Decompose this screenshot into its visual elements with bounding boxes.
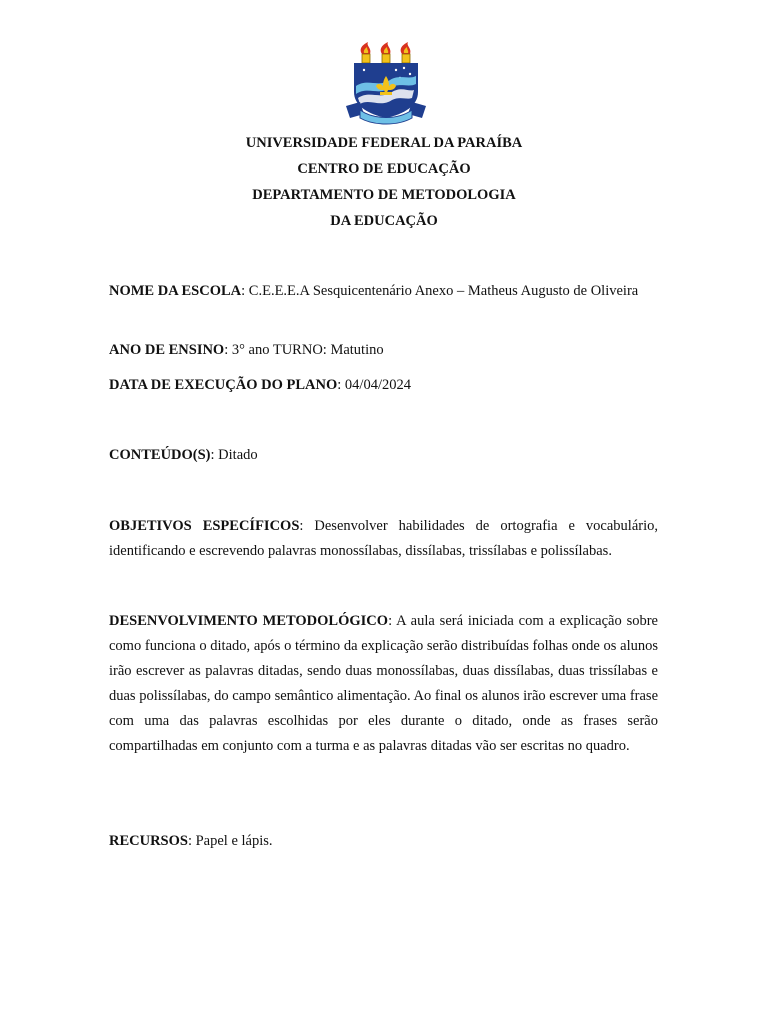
field-value: : Ditado [210,447,258,463]
field-objetivos-especificos [109,514,658,564]
field-value: : C.E.E.E.A Sesquicentenário Anexo – Matheus Augusto de Oliveira [241,283,639,299]
field-nome-da-escola [109,279,658,304]
field-value: : A aula será iniciada com a explicação sobre como funciona o ditado, após o término da explicação serão distribuídas folhas onde os alunos irão escrever as palavras ditadas, sendo duas monossílabas, duas dissílabas, duas trissílabas e duas polissílabas, do campo semântico alimentação. Ao final os alunos irão escrever uma frase com uma das palavras escolhidas por eles durante o ditado, onde as frases serão compartilhadas em conjunto com a turma e as palavras ditadas vão ser escritas no quadro. [109,613,658,754]
field-value: : 04/04/2024 [337,377,411,393]
department-name-continued: DA EDUCAÇÃO [330,213,438,229]
field-label: OBJETIVOS ESPECÍFICOS [109,518,300,534]
field-value: : 3° ano TURNO: Matutino [224,342,384,358]
field-label: DATA DE EXECUÇÃO DO PLANO [109,377,338,393]
field-label: DESENVOLVIMENTO METODOLÓGICO [109,613,389,629]
center-name: CENTRO DE EDUCAÇÃO [297,161,471,177]
field-recursos [109,829,658,854]
field-data-de-execucao [109,373,658,398]
field-label: ANO DE ENSINO [109,342,225,358]
university-name: UNIVERSIDADE FEDERAL DA PARAÍBA [245,135,523,151]
field-label: CONTEÚDO(S) [109,447,211,463]
field-desenvolvimento-metodologico [109,609,658,759]
field-ano-de-ensino [109,338,658,363]
field-label: NOME DA ESCOLA [109,283,242,299]
ufpb-coat-of-arms-icon [338,40,434,126]
field-conteudos [109,443,658,468]
department-name: DEPARTAMENTO DE METODOLOGIA [252,187,516,203]
field-label: RECURSOS [109,833,188,849]
document-header [0,130,768,234]
field-value: : Desenvolver habilidades de ortografia e vocabulário, identificando e escrevendo palavras monossílabas, dissílabas, trissílabas e polissílabas. [109,518,658,559]
field-value: : Papel e lápis. [187,833,273,849]
